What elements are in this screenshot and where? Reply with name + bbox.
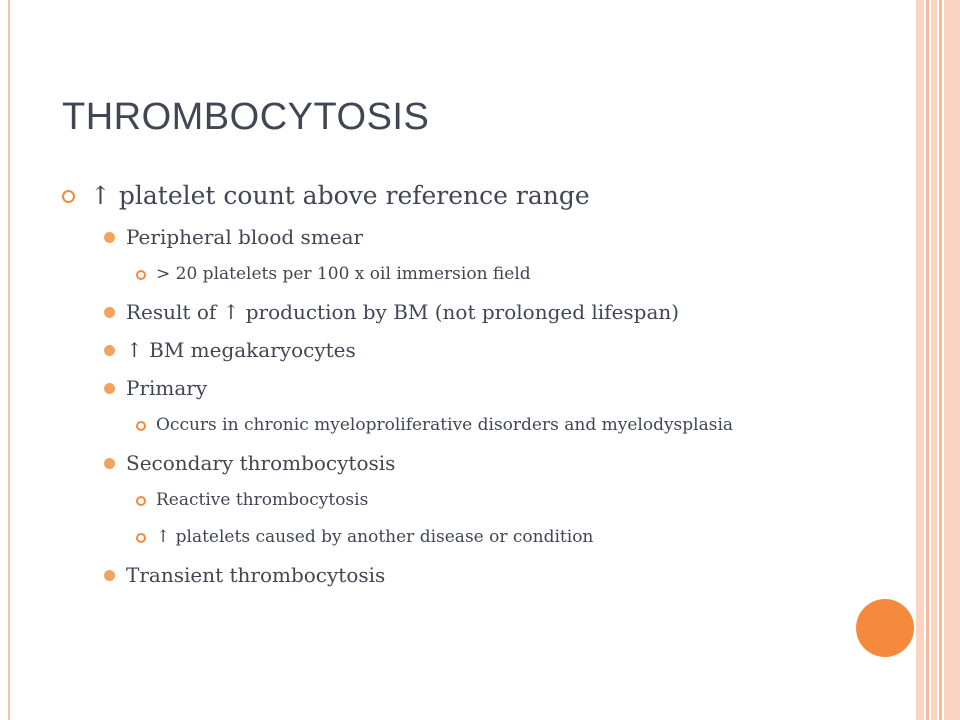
bullet-text: > 20 platelets per 100 x oil immersion field [156,264,531,284]
right-decorative-stripes [916,0,960,720]
bullet-text: ↑ BM megakaryocytes [126,338,356,362]
bullet-item [60,484,920,521]
bullet-text: Result of ↑ production by BM (not prolonged lifespan) [126,300,680,324]
bullet-marker [104,345,115,356]
bullet-item [60,333,920,371]
bullet-text: Primary [126,376,208,400]
bullet-text: ↑ platelet count above reference range [90,181,590,210]
bullet-item [60,521,920,558]
bullet-item [60,446,920,484]
bullet-item [60,295,920,333]
stripe-3 [931,0,937,720]
bullet-item [60,371,920,409]
bullet-marker [62,190,75,203]
bullet-list [60,176,920,596]
slide-title: THROMBOCYTOSIS [62,96,430,138]
bullet-marker [136,533,146,543]
bullet-item [60,220,920,258]
bullet-marker [104,570,115,581]
bullet-marker [104,383,115,394]
bullet-text: Transient thrombocytosis [126,563,386,587]
bullet-marker [104,458,115,469]
bullet-item [60,258,920,295]
left-border-line [8,0,10,720]
bullet-item [60,409,920,446]
bullet-marker [136,421,146,431]
stripe-5 [944,0,960,720]
bullet-marker [136,270,146,280]
stripe-4 [939,0,942,720]
bullet-marker [136,496,146,506]
bullet-text: Occurs in chronic myeloproliferative disorders and myelodysplasia [156,415,734,435]
bullet-text: Reactive thrombocytosis [156,490,369,510]
bullet-text: ↑ platelets caused by another disease or condition [156,527,594,547]
bullet-marker [104,232,115,243]
decorative-orange-circle [856,599,914,657]
stripe-2 [926,0,929,720]
bullet-marker [104,307,115,318]
bullet-text: Peripheral blood smear [126,225,364,249]
bullet-item [60,176,920,220]
bullet-text: Secondary thrombocytosis [126,451,396,475]
bullet-item [60,558,920,596]
